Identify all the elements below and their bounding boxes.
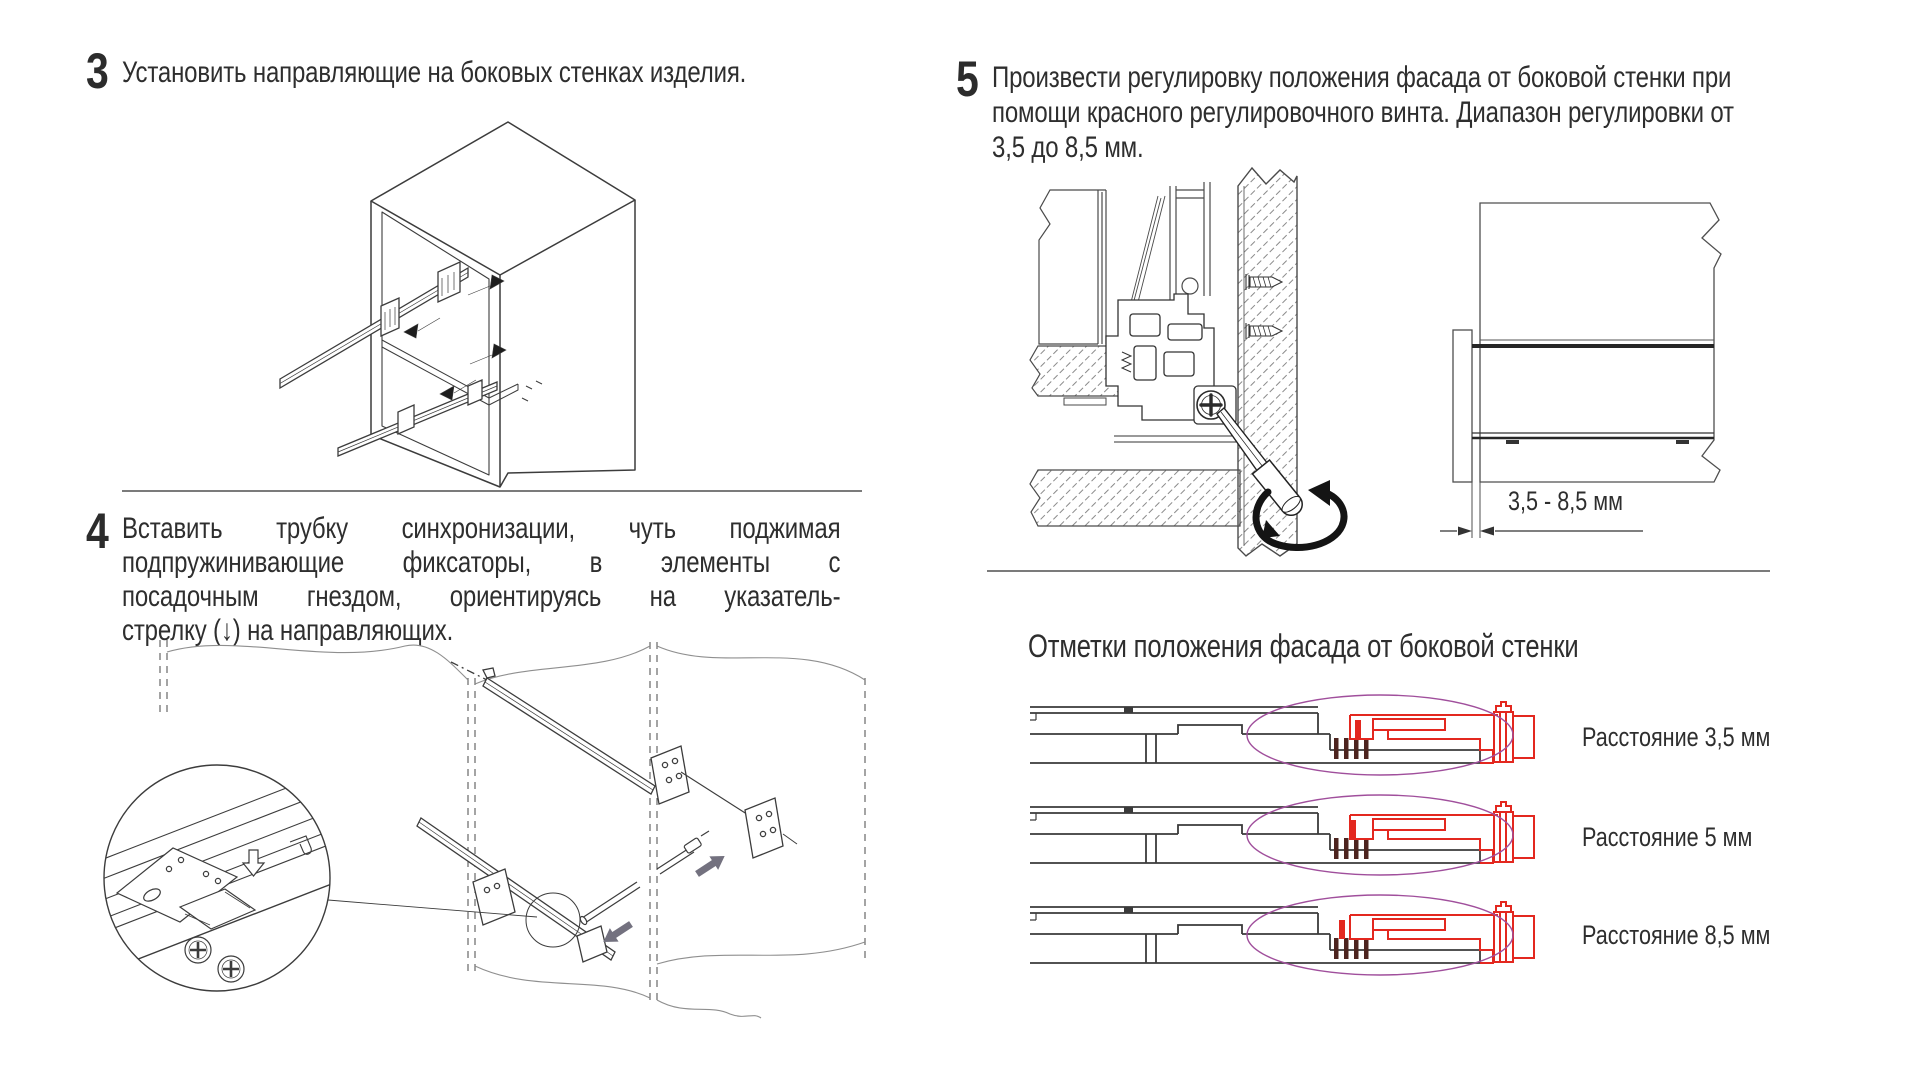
red-indicator [1350,820,1356,839]
rails-side-view [1472,340,1714,444]
step-4-line: стрелку (↓) на направляющих. [122,614,454,647]
sync-tube-diagram [85,622,885,1060]
step-4-number: 4 [86,503,109,559]
step-4-line: подпружинивающие фиксаторы, в элементы с [122,546,841,579]
distance-label-1: Расстояние 3,5 мм [1582,722,1771,752]
facade-position-diagram-2 [1028,794,1573,882]
red-indicator [1355,720,1361,739]
step-5-number: 5 [956,51,979,107]
divider-left-column [122,490,862,492]
sync-tube [579,831,709,926]
step-3-line: Установить направляющие на боковых стенках изделия. [122,56,747,89]
step-4-line: Вставить трубку синхронизации, чуть поджимая [122,512,841,545]
drawer-slide-lower [338,380,497,456]
distance-label-2: Расстояние 5 мм [1582,822,1753,852]
facade-position-diagram-3 [1028,894,1573,982]
gap-extension-lines [1472,482,1480,538]
marks-section-title: Отметки положения фасада от боковой стенки [1028,628,1579,664]
facade-position-diagram-1 [1028,694,1573,782]
drawer-slide-upper [280,262,468,388]
rail-upper [451,662,797,858]
cabinet-diagram [278,90,650,492]
distance-label-3: Расстояние 8,5 мм [1582,920,1771,950]
step-3-text [122,56,746,90]
dimension-arrows [1440,527,1643,536]
dimension-label: 3,5 - 8,5 мм [1508,486,1623,516]
slide-mechanism-section [1106,294,1238,442]
step-5-line: Произвести регулировку положения фасада от боковой стенки при [992,61,1732,94]
red-indicator [1339,920,1345,939]
rail-lower [417,818,615,962]
adjustment-screw-diagram [1018,146,1348,566]
divider-right-column [987,570,1770,572]
step-5-line: 3,5 до 8,5 мм. [992,131,1144,164]
step-5-line: помощи красного регулировочного винта. Диапазон регулировки от [992,96,1734,129]
step-3-number: 3 [86,43,109,99]
step-4-line: посадочным гнездом, ориентируясь на указатель- [122,580,841,613]
facade-panel [1453,330,1472,482]
bottom-panel-section-lower [1030,470,1240,526]
